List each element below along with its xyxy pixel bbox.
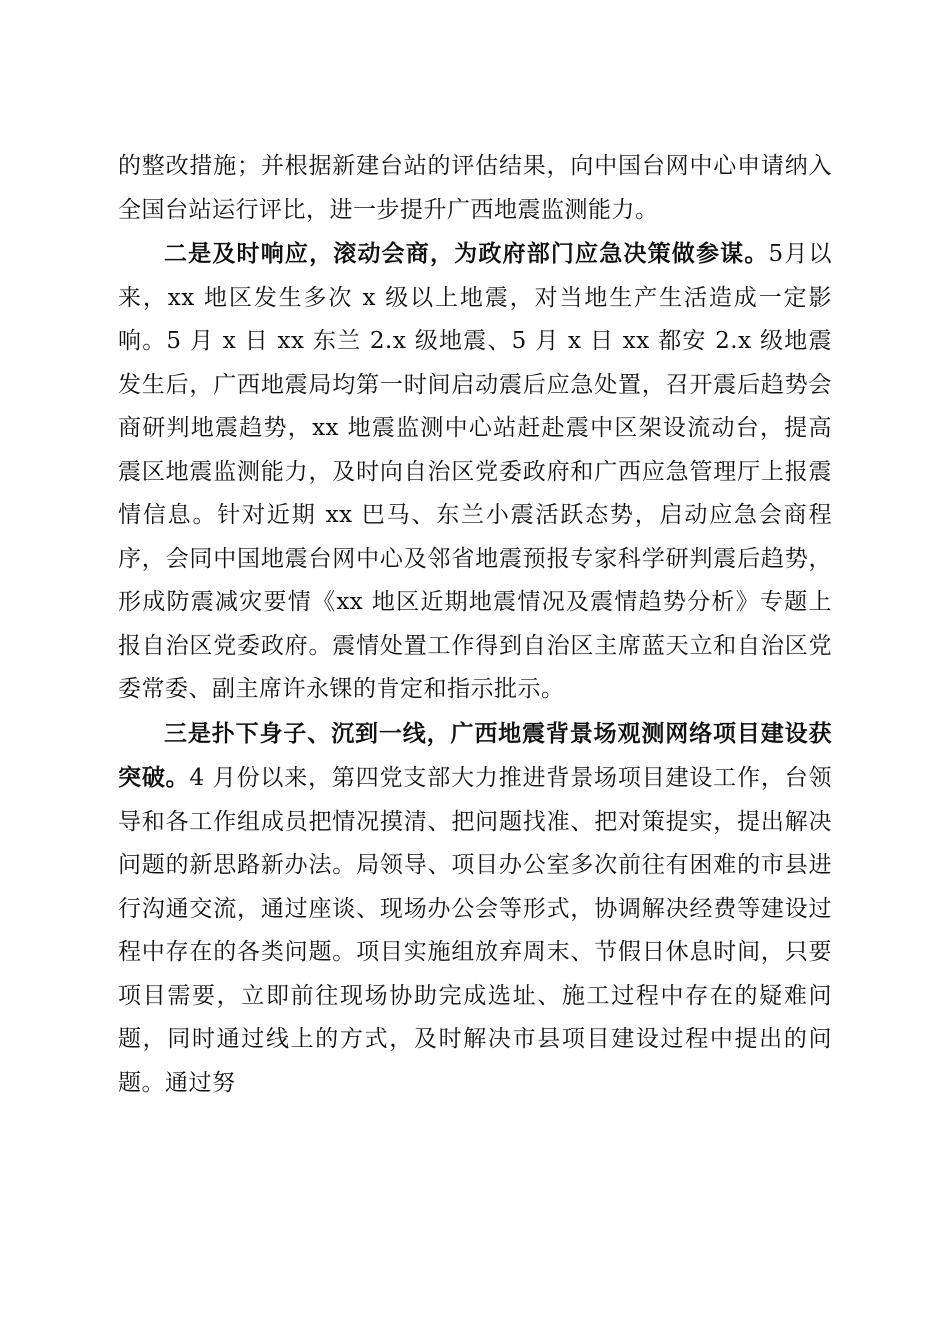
paragraph-body: 5月以来，xx 地区发生多次 x 级以上地震，对当地生产生活造成一定影响。5 月 x 日 xx 东兰 2.x 级地震、5 月 x 日 xx 都安 2.x 级地震发生后，广西地震局均第一时间启动震后应急处置，召开震后趋势会商研判地震趋势，xx 地震监测中心站赶赴震中区架设流动台，提高震区地震监测能力，及时向自治区党委政府和广西应急管理厅上报震情信息。针对近期 xx 巴马、东兰小震活跃态势，启动应急会商程序，会同中国地震台网中心及邻省地震预报专家科学研判震后趋势，形成防震减灾要情《xx 地区近期地震情况及震情趋势分析》专题上报自治区党委政府。震情处置工作得到自治区主席蓝天立和自治区党委常委、副主席许永锞的肯定和指示批示。 bbox=[118, 241, 832, 702]
paragraph-body: 4 月份以来，第四党支部大力推进背景场项目建设工作，台领导和各工作组成员把情况摸清、把问题找准、把对策提实，提出解决问题的新思路新办法。局领导、项目办公室多次前往有困难的市县进行沟通交流，通过座谈、现场办公会等形式，协调解决经费等建设过程中存在的各类问题。项目实施组放弃周末、节假日休息时间，只要项目需要，立即前往现场协助完成选址、施工过程中存在的疑难问题，同时通过线上的方式，及时解决市县项目建设过程中提出的问题。通过努 bbox=[118, 765, 833, 1096]
document-body bbox=[118, 145, 832, 1105]
paragraph-point-two bbox=[118, 232, 832, 712]
paragraph-body: 的整改措施；并根据新建台站的评估结果，向中国台网中心申请纳入全国台站运行评比，进一步提升广西地震监测能力。 bbox=[118, 153, 832, 223]
paragraph-lead-heading: 三是扑下身子、沉到一线，广西地震背景场观测网络项目建设获突破。 bbox=[118, 719, 832, 791]
paragraph-point-three bbox=[118, 712, 832, 1106]
paragraph-continued bbox=[118, 145, 832, 232]
paragraph-lead-heading: 二是及时响应，滚动会商，为政府部门应急决策做参谋。 bbox=[164, 240, 769, 267]
